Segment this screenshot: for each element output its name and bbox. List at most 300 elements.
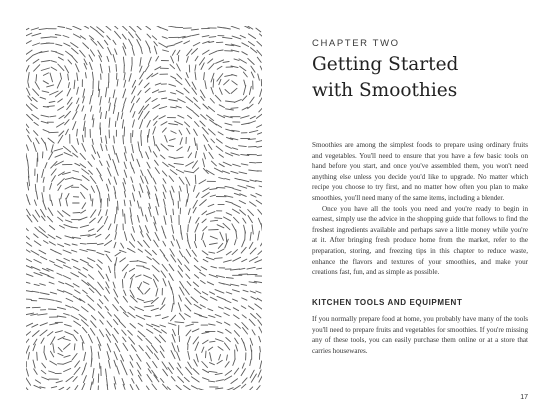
pattern-dash (44, 241, 49, 244)
pattern-dash (179, 130, 182, 135)
pattern-dash (48, 332, 53, 336)
pattern-dash (216, 380, 224, 382)
pattern-dash (92, 139, 93, 144)
pattern-dash (169, 363, 174, 370)
pattern-dash (99, 210, 101, 216)
pattern-dash (133, 193, 135, 201)
pattern-dash (147, 257, 151, 260)
pattern-dash (73, 296, 81, 301)
pattern-dash (48, 235, 55, 239)
pattern-dash (68, 74, 69, 80)
pattern-dash (209, 381, 215, 382)
pattern-dash (106, 210, 107, 216)
pattern-dash (72, 259, 78, 262)
pattern-dash (74, 321, 81, 326)
pattern-dash (84, 352, 86, 360)
pattern-dash (64, 369, 71, 372)
pattern-dash (89, 36, 93, 40)
pattern-dash (211, 161, 216, 166)
pattern-dash (40, 97, 46, 99)
pattern-dash (146, 338, 152, 344)
pattern-dash (109, 66, 110, 72)
pattern-dash (188, 153, 191, 158)
pattern-dash (251, 195, 256, 197)
pattern-dash (207, 282, 213, 285)
pattern-dash (114, 384, 115, 390)
pattern-dash (241, 284, 247, 285)
pattern-dash (151, 308, 158, 310)
pattern-dash (250, 291, 255, 293)
pattern-dash (178, 115, 184, 118)
pattern-dash (227, 355, 228, 360)
pattern-dash (74, 386, 78, 391)
pattern-dash (233, 189, 241, 191)
pattern-dash (75, 361, 80, 367)
pattern-dash (153, 361, 157, 367)
pattern-dash (189, 217, 191, 223)
pattern-dash (57, 307, 65, 309)
pattern-dash (257, 313, 261, 318)
pattern-dash (234, 193, 240, 195)
pattern-dash (197, 144, 198, 150)
pattern-dash (42, 91, 49, 93)
pattern-dash (135, 307, 144, 311)
pattern-dash (60, 226, 65, 229)
pattern-dash (51, 169, 56, 175)
pattern-dash (196, 218, 199, 224)
pattern-dash (156, 145, 160, 151)
pattern-dash (154, 354, 158, 360)
pattern-dash (226, 101, 235, 102)
pattern-dash (224, 313, 229, 316)
pattern-dash (98, 260, 102, 264)
pattern-dash (40, 284, 46, 286)
pattern-dash (64, 344, 71, 350)
pattern-dash (210, 195, 215, 196)
pattern-dash (260, 66, 262, 71)
pattern-dash (202, 36, 209, 37)
pattern-dash (242, 384, 246, 388)
pattern-dash (191, 297, 198, 303)
pattern-dash (50, 195, 51, 201)
pattern-dash (194, 129, 198, 135)
pattern-dash (176, 106, 181, 108)
pattern-dash (172, 225, 174, 234)
pattern-dash (131, 216, 133, 224)
pattern-dash (234, 59, 239, 61)
pattern-dash (28, 96, 32, 101)
pattern-dash (26, 386, 28, 391)
pattern-dash (33, 52, 42, 56)
pattern-dash (120, 306, 126, 312)
pattern-dash (122, 280, 123, 288)
pattern-dash (177, 352, 180, 360)
pattern-dash (210, 297, 217, 300)
pattern-dash (145, 65, 149, 72)
pattern-dash (80, 50, 86, 57)
pattern-dash (97, 168, 102, 175)
pattern-dash (210, 341, 215, 342)
pattern-dash (89, 55, 93, 61)
pattern-dash (109, 118, 110, 127)
pattern-dash (249, 86, 251, 94)
pattern-dash (141, 47, 143, 53)
pattern-dash (88, 304, 95, 310)
pattern-dash (58, 57, 63, 60)
pattern-dash (84, 114, 86, 119)
pattern-dash (31, 104, 38, 109)
pattern-dash (67, 89, 71, 96)
pattern-dash (100, 161, 103, 166)
pattern-dash (27, 88, 30, 95)
pattern-dash (97, 152, 100, 158)
pattern-dash (155, 67, 161, 70)
pattern-dash (149, 203, 151, 208)
pattern-dash (114, 289, 118, 297)
pattern-dash (180, 186, 182, 191)
pattern-dash (145, 226, 148, 233)
pattern-dash (129, 39, 133, 46)
pattern-dash (81, 210, 86, 213)
pattern-dash (130, 355, 133, 360)
pattern-dash (124, 153, 126, 161)
pattern-dash (73, 178, 82, 180)
pattern-dash (219, 178, 225, 180)
pattern-dash (235, 324, 241, 329)
pattern-dash (195, 275, 199, 279)
pattern-dash (209, 324, 216, 325)
pattern-dash (77, 87, 79, 94)
pattern-dash (91, 210, 96, 218)
pattern-dash (161, 155, 165, 159)
pattern-dash (106, 234, 110, 239)
pattern-dash (186, 367, 192, 374)
pattern-dash (252, 225, 253, 234)
pattern-dash (108, 312, 112, 316)
pattern-dash (121, 360, 125, 369)
pattern-dash (77, 73, 78, 81)
pattern-dash (123, 210, 124, 217)
pattern-dash (200, 121, 205, 126)
pattern-dash (132, 379, 134, 384)
pattern-dash (224, 343, 229, 350)
pattern-dash (26, 122, 29, 127)
pattern-dash (217, 296, 226, 300)
pattern-dash (241, 116, 250, 119)
pattern-dash (57, 80, 61, 88)
pattern-dash (226, 234, 227, 243)
pattern-dash (159, 116, 165, 119)
pattern-dash (230, 269, 239, 270)
pattern-dash (26, 273, 33, 276)
pattern-dash (90, 382, 92, 390)
pattern-dash (248, 34, 255, 39)
pattern-dash (131, 274, 135, 278)
pattern-dash (211, 87, 213, 94)
pattern-dash (243, 218, 246, 223)
pattern-dash (210, 363, 215, 365)
pattern-dash (40, 330, 47, 336)
pattern-dash (188, 362, 192, 368)
pattern-dash (131, 177, 133, 183)
pattern-dash (195, 342, 199, 350)
pattern-dash (152, 384, 157, 390)
pattern-dash (173, 200, 174, 205)
pattern-dash (186, 200, 187, 207)
pattern-dash (140, 184, 143, 193)
pattern-dash (147, 375, 152, 383)
pattern-dash (36, 191, 38, 199)
pattern-dash (193, 337, 198, 344)
pattern-dash (144, 275, 152, 278)
pattern-dash (201, 114, 207, 119)
pattern-dash (188, 115, 192, 118)
pattern-dash (184, 41, 190, 44)
pattern-dash (100, 193, 101, 202)
pattern-dash (231, 88, 237, 93)
pattern-dash (88, 334, 92, 343)
pattern-dash (136, 315, 145, 319)
pattern-dash (91, 315, 95, 320)
pattern-dash (64, 387, 70, 390)
pattern-dash (233, 385, 241, 390)
pattern-dash (77, 98, 79, 103)
pattern-dash (80, 164, 86, 168)
pattern-dash (43, 130, 49, 132)
pattern-dash (40, 323, 47, 326)
pattern-dash (155, 83, 160, 85)
pattern-dash (56, 44, 62, 46)
pattern-dash (240, 194, 247, 197)
pattern-dash (159, 107, 167, 109)
pattern-dash (81, 184, 88, 190)
pattern-dash (32, 97, 37, 101)
pattern-dash (73, 153, 78, 157)
pattern-dash (128, 248, 136, 252)
pattern-dash (188, 351, 190, 359)
pattern-dash (141, 207, 143, 216)
pattern-dash (178, 259, 182, 265)
pattern-dash (250, 116, 255, 119)
pattern-dash (133, 185, 135, 191)
pattern-dash (107, 321, 112, 327)
pattern-dash (154, 46, 156, 54)
pattern-dash (188, 240, 191, 248)
pattern-dash (219, 79, 221, 84)
pattern-dash (220, 232, 224, 240)
pattern-dash (66, 298, 73, 301)
pattern-dash (130, 385, 134, 391)
pattern-dash (154, 279, 158, 287)
pattern-dash (147, 234, 151, 241)
pattern-dash (72, 250, 77, 252)
pattern-dash (260, 89, 262, 96)
pattern-dash (114, 360, 116, 366)
pattern-dash (258, 320, 262, 326)
pattern-dash (141, 170, 143, 176)
pattern-dash (118, 201, 119, 210)
pattern-dash (82, 203, 86, 209)
pattern-dash (209, 371, 217, 372)
pattern-dash (187, 281, 191, 285)
pattern-dash (42, 193, 44, 202)
pattern-dash (194, 242, 196, 248)
pattern-dash (257, 268, 262, 269)
pattern-dash (88, 162, 92, 167)
pattern-dash (72, 48, 79, 54)
pattern-dash (82, 176, 89, 181)
right-page (312, 0, 528, 419)
pattern-dash (26, 299, 31, 300)
pattern-dash (63, 338, 70, 340)
pattern-dash (107, 352, 109, 360)
pattern-dash (106, 274, 109, 281)
pattern-dash (226, 213, 232, 216)
pattern-dash (26, 281, 30, 283)
pattern-dash (26, 332, 31, 336)
pattern-dash (224, 322, 230, 325)
pattern-dash (50, 323, 58, 325)
pattern-dash (163, 192, 165, 198)
pattern-dash (240, 66, 246, 71)
pattern-dash (55, 331, 62, 333)
pattern-dash (77, 129, 78, 136)
pattern-dash (241, 164, 248, 165)
pattern-dash (26, 249, 30, 252)
pattern-dash (48, 138, 54, 143)
pattern-dash (138, 287, 144, 294)
pattern-dash (172, 304, 174, 312)
pattern-dash (39, 250, 46, 254)
pattern-dash (176, 170, 183, 173)
pattern-dash (218, 50, 223, 51)
pattern-dash (48, 276, 54, 278)
pattern-dash (257, 298, 262, 302)
pattern-dash (57, 316, 66, 317)
pattern-dash (140, 226, 143, 232)
pattern-dash (28, 176, 29, 186)
pattern-dash (169, 164, 175, 167)
pattern-dash (156, 206, 158, 215)
pattern-dash (66, 283, 74, 287)
pattern-dash (170, 249, 175, 257)
pattern-dash (177, 346, 179, 352)
pattern-dash (244, 86, 246, 95)
pattern-dash (260, 361, 262, 369)
pattern-dash (33, 43, 40, 46)
pattern-dash (168, 323, 176, 325)
pattern-dash (72, 354, 77, 360)
pattern-dash (106, 88, 107, 97)
pattern-dash (124, 290, 126, 295)
pattern-dash (124, 369, 127, 375)
pattern-dash (215, 258, 223, 259)
pattern-dash (163, 279, 166, 286)
pattern-dash (204, 153, 206, 159)
pattern-dash (31, 251, 39, 256)
pattern-dash (210, 292, 215, 295)
pattern-dash (132, 80, 135, 87)
pattern-dash (28, 200, 30, 205)
pattern-dash (129, 32, 134, 38)
pattern-dash (123, 89, 126, 98)
pattern-dash (171, 255, 176, 262)
pattern-dash (233, 359, 235, 366)
pattern-dash (125, 146, 126, 153)
pattern-dash (251, 297, 257, 300)
pattern-dash (171, 287, 173, 295)
pattern-dash (251, 66, 255, 72)
pattern-dash (91, 186, 94, 192)
pattern-dash (218, 347, 223, 351)
pattern-dash (40, 387, 45, 388)
pattern-dash (90, 50, 94, 56)
pattern-dash (160, 249, 165, 255)
pattern-dash (217, 249, 224, 253)
pattern-dash (162, 362, 167, 370)
pattern-dash (131, 345, 136, 352)
pattern-dash (140, 152, 142, 158)
pattern-dash (168, 367, 172, 373)
pattern-dash (54, 265, 62, 269)
pattern-dash (146, 152, 149, 159)
pattern-dash (148, 170, 152, 178)
pattern-dash (130, 200, 131, 206)
pattern-dash (138, 111, 142, 119)
pattern-dash (194, 313, 201, 316)
chapter-title (312, 52, 528, 104)
pattern-dash (242, 240, 245, 247)
pattern-dash (26, 234, 29, 240)
pattern-dash (147, 121, 150, 128)
pattern-dash (241, 306, 246, 309)
pattern-dash (163, 384, 168, 389)
pattern-dash (179, 295, 182, 301)
pattern-dash (216, 124, 222, 128)
pattern-dash (33, 360, 35, 368)
pattern-dash (71, 273, 79, 277)
pattern-dash (187, 185, 188, 194)
pattern-dash (116, 64, 117, 71)
pattern-dash (66, 129, 69, 135)
pattern-dash (139, 345, 143, 350)
pattern-dash (154, 375, 159, 382)
pattern-dash (114, 186, 116, 193)
pattern-dash (241, 369, 245, 376)
pattern-dash (124, 200, 125, 206)
pattern-dash (106, 145, 107, 150)
pattern-dash (164, 199, 166, 206)
pattern-dash (26, 129, 29, 134)
pattern-dash (195, 223, 199, 232)
pattern-dash (98, 312, 104, 319)
pattern-dash (137, 363, 141, 370)
pattern-dash (186, 162, 194, 166)
pattern-dash (55, 154, 63, 157)
pattern-dash (149, 146, 151, 152)
pattern-dash (34, 65, 40, 72)
pattern-dash (249, 121, 256, 124)
pattern-dash (164, 216, 166, 225)
pattern-dash (173, 235, 175, 240)
pattern-dash (130, 306, 135, 310)
pattern-dash (56, 381, 62, 383)
pattern-dash (50, 73, 53, 82)
pattern-dash (82, 343, 83, 351)
pattern-dash (57, 123, 65, 128)
pattern-dash (26, 55, 33, 61)
pattern-dash (55, 35, 61, 36)
